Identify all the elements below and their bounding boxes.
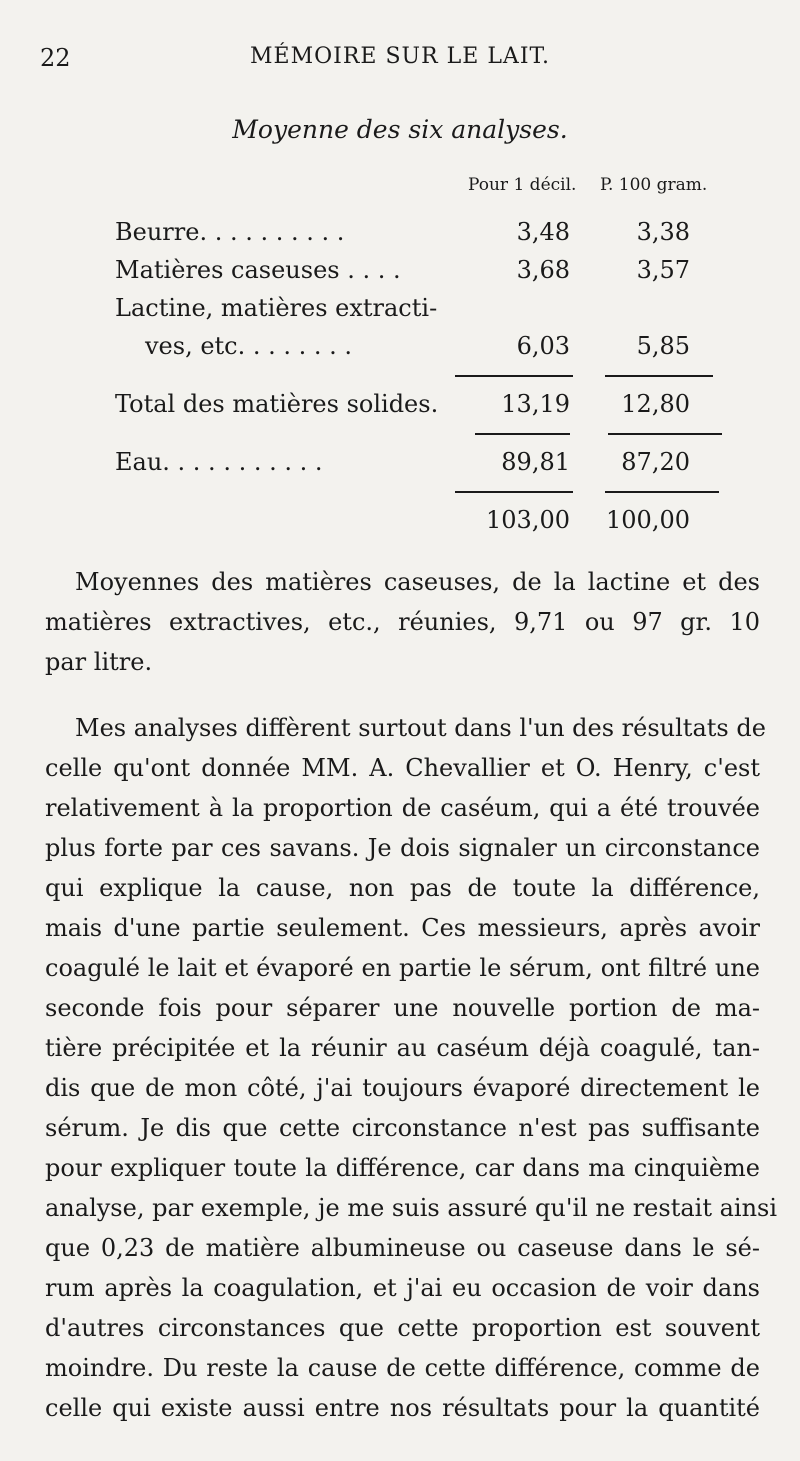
row-label: ves, etc. . . . . . . .: [145, 332, 353, 360]
row-value-per-100-gram: 5,85: [636, 332, 690, 360]
row-value-per-decil: 89,81: [501, 448, 570, 476]
table-row-grand-total: [0, 506, 800, 546]
row-value-per-100-gram: 3,38: [636, 218, 690, 246]
text-line: mais d'une partie seulement. Ces messieurs, après avoir: [45, 914, 760, 942]
paragraph-analyses: [45, 708, 778, 1428]
text-line: Moyennes des matières caseuses, de la lactine et des: [75, 568, 760, 596]
running-title: MÉMOIRE SUR LE LAIT.: [250, 44, 550, 69]
sum-rule: [475, 433, 570, 435]
text-line: sérum. Je dis que cette circonstance n'est pas suffisante: [45, 1114, 760, 1142]
row-value-per-100-gram: 3,57: [636, 256, 690, 284]
row-label: Beurre. . . . . . . . . .: [115, 218, 345, 246]
sum-rule: [605, 375, 713, 377]
text-line: par litre.: [45, 648, 153, 676]
text-line: seconde fois pour séparer une nouvelle portion de ma-: [45, 994, 760, 1022]
sum-rule: [608, 433, 722, 435]
text-line: Mes analyses diffèrent surtout dans l'un des résultats de: [75, 714, 766, 742]
text-line: celle qui existe aussi entre nos résultats pour la quantité: [45, 1394, 760, 1422]
row-label: Eau. . . . . . . . . . .: [115, 448, 323, 476]
text-line: plus forte par ces savans. Je dois signaler un circonstance: [45, 834, 760, 862]
paragraph-moyennes: [45, 562, 760, 682]
row-value-per-100-gram: 100,00: [606, 506, 690, 534]
table-row-lactine-cont: [0, 332, 800, 372]
table-title: Moyenne des six analyses.: [232, 115, 568, 144]
table-row-total-solides: [0, 390, 800, 430]
row-value-per-decil: 3,48: [516, 218, 570, 246]
text-line: d'autres circonstances que cette proportion est souvent: [45, 1314, 760, 1342]
table-column-headers: [0, 175, 800, 201]
row-value-per-decil: 13,19: [501, 390, 570, 418]
table-row-matieres-caseuses: [0, 256, 800, 296]
text-line: dis que de mon côté, j'ai toujours évaporé directement le: [45, 1074, 760, 1102]
text-line: tière précipitée et la réunir au caséum déjà coagulé, tan-: [45, 1034, 760, 1062]
text-line: coagulé le lait et évaporé en partie le sérum, ont filtré une: [45, 954, 760, 982]
column-header-per-decil: Pour 1 décil.: [468, 175, 577, 195]
text-line: matières extractives, etc., réunies, 9,71 ou 97 gr. 10: [45, 608, 760, 636]
column-header-per-100-gram: P. 100 gram.: [600, 175, 708, 195]
sum-rule: [455, 491, 573, 493]
text-line: que 0,23 de matière albumineuse ou caseuse dans le sé-: [45, 1234, 760, 1262]
table-row-eau: [0, 448, 800, 488]
sum-rule: [455, 375, 573, 377]
text-line: relativement à la proportion de caséum, qui a été trouvée: [45, 794, 760, 822]
text-line: celle qu'ont donnée MM. A. Chevallier et O. Henry, c'est: [45, 754, 760, 782]
text-line: analyse, par exemple, je me suis assuré qu'il ne restait ainsi: [45, 1194, 778, 1222]
row-value-per-100-gram: 87,20: [621, 448, 690, 476]
row-value-per-decil: 103,00: [486, 506, 570, 534]
text-line: moindre. Du reste la cause de cette différence, comme de: [45, 1354, 760, 1382]
row-label: Total des matières solides.: [115, 390, 439, 418]
table-row-beurre: [0, 218, 800, 258]
row-value-per-decil: 3,68: [516, 256, 570, 284]
row-label: Matières caseuses . . . .: [115, 256, 401, 284]
page-number: 22: [40, 44, 71, 72]
row-label: Lactine, matières extracti-: [115, 294, 438, 322]
sum-rule: [605, 491, 719, 493]
row-value-per-100-gram: 12,80: [621, 390, 690, 418]
text-line: rum après la coagulation, et j'ai eu occasion de voir dans: [45, 1274, 760, 1302]
table-row-lactine: [0, 294, 800, 334]
text-line: pour expliquer toute la différence, car dans ma cinquième: [45, 1154, 760, 1182]
text-line: qui explique la cause, non pas de toute la différence,: [45, 874, 760, 902]
row-value-per-decil: 6,03: [516, 332, 570, 360]
page-header: [0, 40, 800, 80]
